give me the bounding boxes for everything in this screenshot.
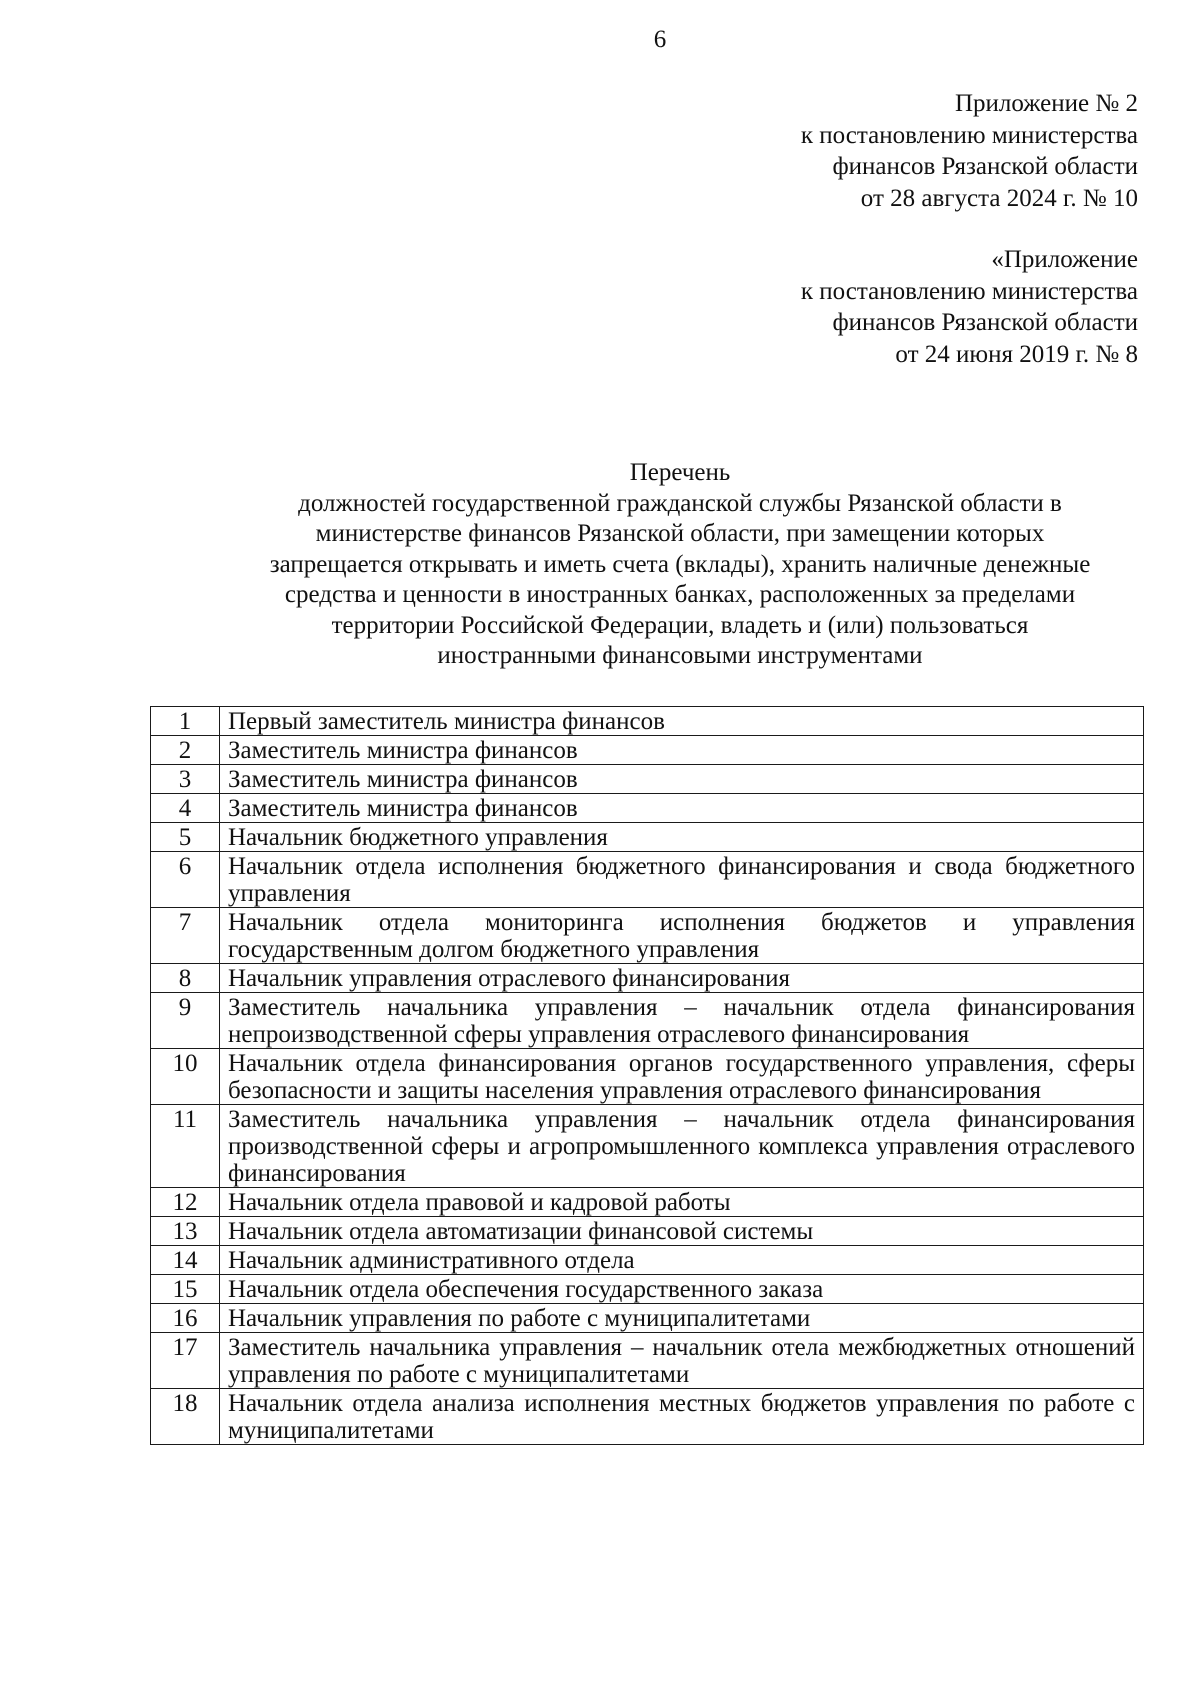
position-name: Начальник отдела финансирования органов государственного управления, сферы безопасности и защиты населения управления отраслевого финансирования: [220, 1049, 1144, 1105]
position-name: Начальник управления по работе с муниципалитетами: [220, 1304, 1144, 1333]
row-number: 9: [151, 993, 220, 1049]
position-name: Заместитель начальника управления – начальник отдела финансирования непроизводственной сферы управления отраслевого финансирования: [220, 993, 1144, 1049]
row-number: 3: [151, 765, 220, 794]
row-number: 10: [151, 1049, 220, 1105]
row-number: 14: [151, 1246, 220, 1275]
position-name: Начальник бюджетного управления: [220, 823, 1144, 852]
positions-table: [150, 706, 1144, 1445]
title-line: средства и ценности в иностранных банках, расположенных за пределами: [284, 581, 1076, 608]
table-row: [151, 1389, 1144, 1445]
document-title: [205, 458, 1155, 672]
position-name: Начальник отдела автоматизации финансовой системы: [220, 1217, 1144, 1246]
position-name: Начальник управления отраслевого финансирования: [220, 964, 1144, 993]
table-row: [151, 1105, 1144, 1188]
appendix-line: финансов Рязанской области: [832, 309, 1138, 336]
appendix-line: «Приложение: [991, 246, 1138, 273]
row-number: 15: [151, 1275, 220, 1304]
table-row: [151, 1217, 1144, 1246]
position-name: Начальник отдела обеспечения государственного заказа: [220, 1275, 1144, 1304]
position-name: Заместитель министра финансов: [220, 794, 1144, 823]
row-number: 11: [151, 1105, 220, 1188]
position-name: Начальник административного отдела: [220, 1246, 1144, 1275]
row-number: 1: [151, 707, 220, 736]
title-line: территории Российской Федерации, владеть и (или) пользоваться: [331, 611, 1029, 639]
position-name: Заместитель начальника управления – начальник отдела финансирования производственной сферы и агропромышленного комплекса управления отраслевого финансирования: [220, 1105, 1144, 1188]
table-row: [151, 765, 1144, 794]
appendix-line: от 28 августа 2024 г. № 10: [860, 184, 1138, 212]
appendix-line: финансов Рязанской области: [832, 153, 1138, 180]
table-row: [151, 1333, 1144, 1389]
table-row: [151, 993, 1144, 1049]
row-number: 13: [151, 1217, 220, 1246]
position-name: Начальник отдела мониторинга исполнения бюджетов и управления государственным долгом бюджетного управления: [220, 908, 1144, 964]
row-number: 7: [151, 908, 220, 964]
row-number: 18: [151, 1389, 220, 1445]
title-line: должностей государственной гражданской службы Рязанской области в: [298, 489, 1062, 517]
table-row: [151, 1188, 1144, 1217]
title-heading: Перечень: [629, 459, 731, 486]
title-line: иностранными финансовыми инструментами: [437, 642, 923, 669]
appendix-line: к постановлению министерства: [800, 277, 1138, 305]
table-row: [151, 908, 1144, 964]
position-name: Первый заместитель министра финансов: [220, 707, 1144, 736]
row-number: 2: [151, 736, 220, 765]
table-row: [151, 794, 1144, 823]
table-row: [151, 1049, 1144, 1105]
row-number: 17: [151, 1333, 220, 1389]
row-number: 5: [151, 823, 220, 852]
table-row: [151, 964, 1144, 993]
position-name: Заместитель начальника управления – начальник отела межбюджетных отношений управления по работе с муниципалитетами: [220, 1333, 1144, 1389]
row-number: 12: [151, 1188, 220, 1217]
appendix-line: к постановлению министерства: [800, 121, 1138, 149]
position-name: Начальник отдела анализа исполнения местных бюджетов управления по работе с муниципалитетами: [220, 1389, 1144, 1445]
position-name: Начальник отдела исполнения бюджетного финансирования и свода бюджетного управления: [220, 852, 1144, 908]
row-number: 6: [151, 852, 220, 908]
table-row: [151, 707, 1144, 736]
table-row: [151, 1246, 1144, 1275]
position-name: Заместитель министра финансов: [220, 765, 1144, 794]
row-number: 16: [151, 1304, 220, 1333]
page-number: 6: [653, 26, 667, 53]
position-name: Начальник отдела правовой и кадровой работы: [220, 1188, 1144, 1217]
title-line: министерстве финансов Рязанской области, при замещении которых: [315, 520, 1045, 547]
position-name: Заместитель министра финансов: [220, 736, 1144, 765]
appendix-line: от 24 июня 2019 г. № 8: [895, 340, 1138, 368]
appendix-original-header: [801, 244, 1138, 370]
table-row: [151, 823, 1144, 852]
title-line: запрещается открывать и иметь счета (вклады), хранить наличные денежные: [269, 550, 1091, 578]
appendix-current-header: [801, 88, 1138, 214]
table-row: [151, 736, 1144, 765]
table-row: [151, 1275, 1144, 1304]
row-number: 8: [151, 964, 220, 993]
table-row: [151, 852, 1144, 908]
table-row: [151, 1304, 1144, 1333]
row-number: 4: [151, 794, 220, 823]
appendix-line: Приложение № 2: [954, 90, 1138, 117]
